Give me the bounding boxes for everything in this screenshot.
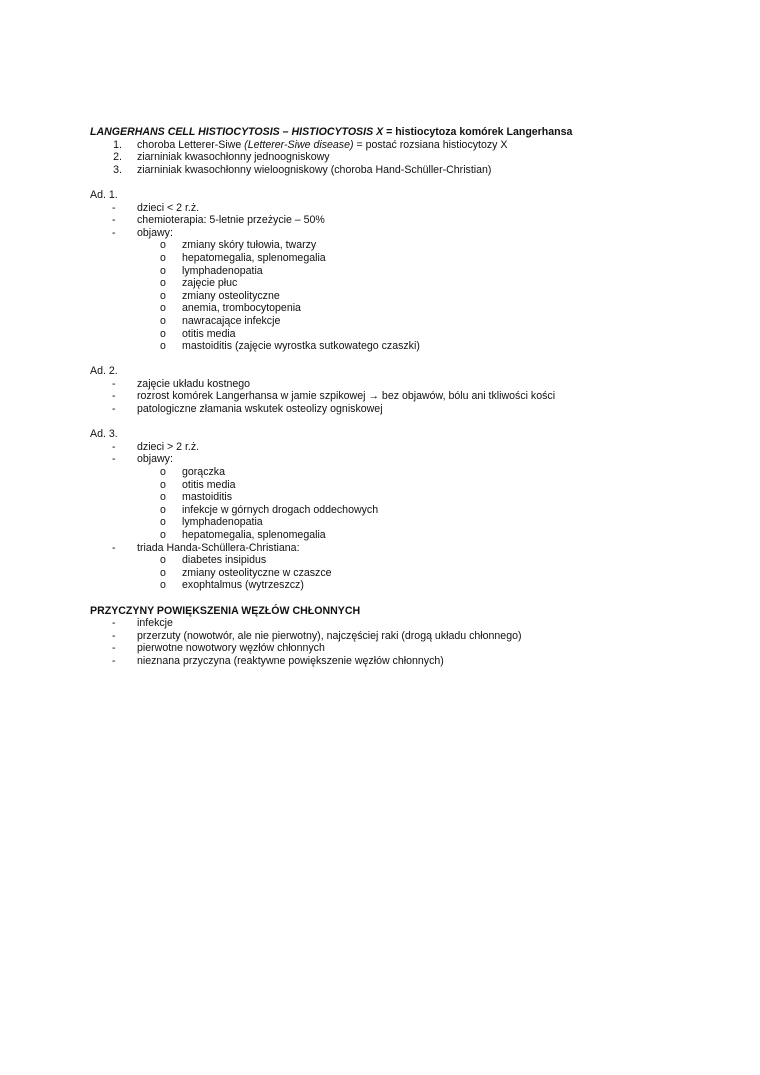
list-text: patologiczne złamania wskutek osteolizy ogniskowej	[137, 403, 383, 416]
list-text: lymphadenopatia	[182, 264, 263, 277]
dash-marker: -	[112, 642, 116, 655]
circle-marker: o	[160, 327, 166, 340]
list-text: mastoiditis (zajęcie wyrostka sutkowatego czaszki)	[182, 340, 420, 353]
sub-list-item	[90, 491, 710, 504]
circle-marker: o	[160, 239, 166, 252]
list-text: ziarniniak kwasochłonny wieloogniskowy (choroba Hand-Schüller-Christian)	[137, 163, 492, 176]
list-text: exophtalmus (wytrzeszcz)	[182, 579, 304, 592]
section-ad2	[90, 365, 710, 415]
list-text: zmiany skóry tułowia, twarzy	[182, 239, 317, 252]
list-text: objawy:	[137, 226, 173, 239]
list-number: 1.	[113, 138, 122, 151]
list-text: zmiany osteolityczne	[182, 289, 280, 302]
list-item	[90, 164, 710, 177]
list-text: lymphadenopatia	[182, 516, 263, 529]
circle-marker: o	[160, 264, 166, 277]
dash-marker: -	[112, 226, 116, 239]
list-item	[90, 453, 710, 466]
document-title	[90, 126, 710, 139]
sub-list-item	[90, 479, 710, 492]
section-heading: Ad. 2.	[90, 365, 118, 378]
list-text: pierwotne nowotwory węzłów chłonnych	[137, 642, 325, 655]
list-text: nawracające infekcje	[182, 314, 281, 327]
list-item	[90, 630, 710, 643]
section-heading: Ad. 1.	[90, 188, 118, 201]
list-text: choroba Letterer-Siwe	[137, 138, 245, 151]
list-text: chemioterapia: 5-letnie przeżycie – 50%	[137, 214, 325, 227]
sub-list-item	[90, 554, 710, 567]
circle-marker: o	[160, 302, 166, 315]
circle-marker: o	[160, 529, 166, 541]
sub-list-item	[90, 252, 710, 265]
list-item	[90, 441, 710, 454]
circle-marker: o	[160, 554, 166, 567]
list-item	[90, 542, 710, 555]
list-text: hepatomegalia, splenomegalia	[182, 529, 326, 541]
sub-list-item	[90, 504, 710, 517]
numbered-list	[90, 139, 710, 177]
sub-list-item	[90, 265, 710, 278]
list-text: dzieci > 2 r.ż.	[137, 440, 200, 453]
sub-list-item	[90, 302, 710, 315]
dash-marker: -	[112, 377, 116, 390]
list-text: hepatomegalia, splenomegalia	[182, 251, 326, 264]
list-item	[90, 139, 710, 152]
dash-marker: -	[112, 453, 116, 466]
circle-marker: o	[160, 579, 166, 592]
dash-marker: -	[112, 541, 116, 554]
section-heading: Ad. 3.	[90, 428, 118, 441]
document-content	[90, 126, 710, 668]
circle-marker: o	[160, 251, 166, 264]
sub-list-item	[90, 277, 710, 290]
dash-marker: -	[112, 617, 116, 630]
list-text: triada Handa-Schüllera-Christiana:	[137, 541, 300, 554]
circle-marker: o	[160, 491, 166, 504]
dash-marker: -	[112, 629, 116, 642]
list-text: zmiany osteolityczne w czaszce	[182, 566, 332, 579]
list-item	[90, 390, 710, 403]
list-number: 2.	[113, 151, 122, 164]
list-text: przerzuty (nowotwór, ale nie pierwotny), najczęściej raki (drogą układu chłonnego)	[137, 629, 522, 642]
dash-marker: -	[112, 654, 116, 667]
list-item	[90, 617, 710, 630]
title-italic: LANGERHANS CELL HISTIOCYTOSIS – HISTIOCYTOSIS X	[90, 126, 384, 138]
list-text: infekcje	[137, 617, 173, 630]
sub-list-item	[90, 516, 710, 529]
circle-marker: o	[160, 566, 166, 579]
circle-marker: o	[160, 478, 166, 491]
list-item	[90, 403, 710, 416]
list-text: otitis media	[182, 327, 236, 340]
sub-list-item	[90, 290, 710, 303]
circle-marker: o	[160, 277, 166, 290]
sub-list-item	[90, 466, 710, 479]
circle-marker: o	[160, 503, 166, 516]
list-text: = postać rozsiana histiocytozy X	[353, 138, 508, 151]
section-heading: PRZYCZYNY POWIĘKSZENIA WĘZŁÓW CHŁONNYCH	[90, 604, 361, 617]
list-item	[90, 655, 710, 668]
sub-list-item	[90, 340, 710, 353]
list-text: zajęcie płuc	[182, 277, 238, 290]
section-ad1	[90, 189, 710, 353]
circle-marker: o	[160, 289, 166, 302]
list-item	[90, 202, 710, 215]
circle-marker: o	[160, 340, 166, 353]
section-causes	[90, 605, 710, 668]
circle-marker: o	[160, 466, 166, 479]
dash-marker: -	[112, 214, 116, 227]
dash-marker: -	[112, 390, 116, 403]
list-text: diabetes insipidus	[182, 554, 267, 567]
list-text: rozrost komórek Langerhansa w jamie szpikowej → bez objawów, bólu ani tkliwości kości	[137, 390, 556, 403]
list-text: gorączka	[182, 466, 225, 479]
sub-list-item	[90, 315, 710, 328]
dash-marker: -	[112, 201, 116, 214]
sub-list-item	[90, 529, 710, 542]
sub-list-item	[90, 239, 710, 252]
list-text: infekcje w górnych drogach oddechowych	[182, 503, 379, 516]
sub-list-item	[90, 567, 710, 580]
circle-marker: o	[160, 516, 166, 529]
list-item	[90, 214, 710, 227]
list-text: dzieci < 2 r.ż.	[137, 201, 200, 214]
dash-marker: -	[112, 440, 116, 453]
list-text: nieznana przyczyna (reaktywne powiększenie węzłów chłonnych)	[137, 654, 444, 667]
dash-marker: -	[112, 403, 116, 416]
sub-list-item	[90, 579, 710, 592]
section-ad3	[90, 428, 710, 592]
circle-marker: o	[160, 314, 166, 327]
list-item	[90, 642, 710, 655]
list-item	[90, 378, 710, 391]
list-text: otitis media	[182, 478, 236, 491]
list-item	[90, 151, 710, 164]
list-text: objawy:	[137, 453, 173, 466]
list-text-italic: (Letterer-Siwe disease)	[244, 138, 354, 151]
list-text: ziarniniak kwasochłonny jednoogniskowy	[137, 151, 330, 164]
list-text: anemia, trombocytopenia	[182, 302, 301, 315]
sub-list-item	[90, 328, 710, 341]
list-text: mastoiditis	[182, 491, 233, 504]
list-number: 3.	[113, 163, 122, 176]
title-rest: = histiocytoza komórek Langerhansa	[383, 126, 573, 138]
list-item	[90, 227, 710, 240]
list-text: zajęcie układu kostnego	[137, 377, 251, 390]
